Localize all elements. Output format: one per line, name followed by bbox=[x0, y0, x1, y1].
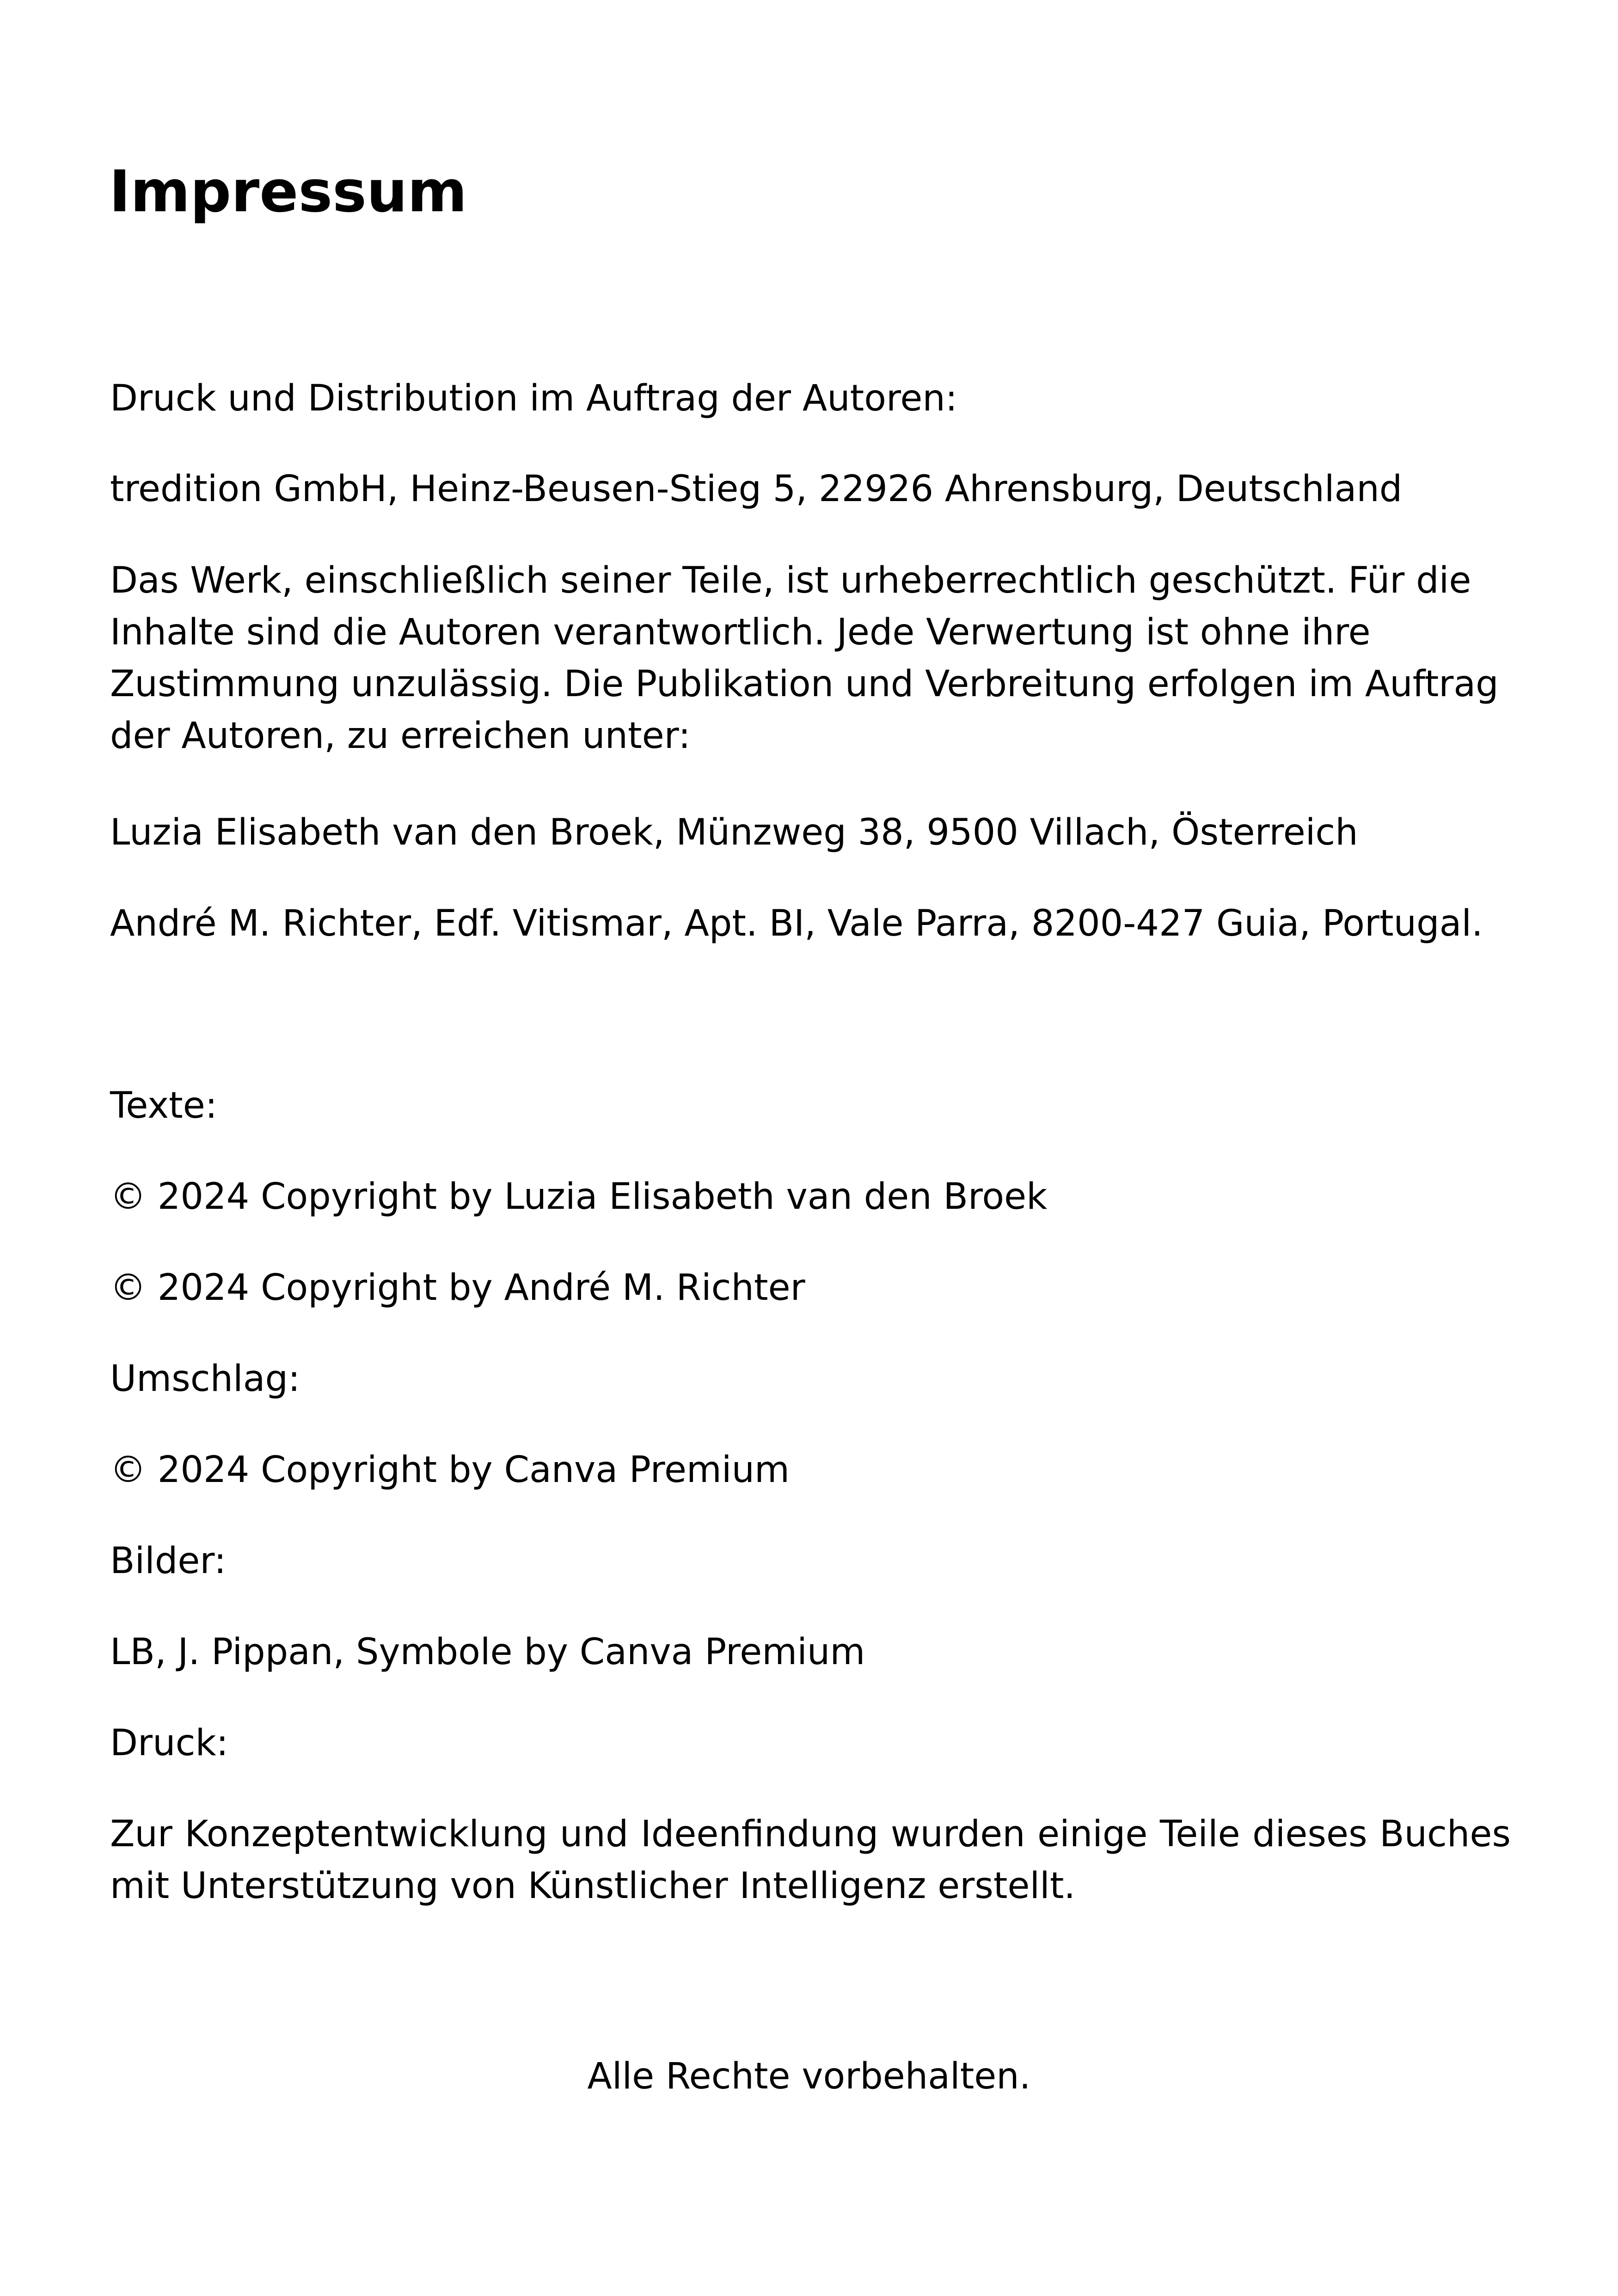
publisher-address: tredition GmbH, Heinz-Beusen-Stieg 5, 22926 Ahrensburg, Deutschland bbox=[110, 468, 1403, 510]
images-label: Bilder: bbox=[110, 1540, 227, 1582]
page-title: Impressum bbox=[109, 159, 467, 225]
print-distribution-label: Druck und Distribution im Auftrag der Autoren: bbox=[110, 378, 958, 419]
author-address-1: Luzia Elisabeth van den Broek, Münzweg 38, 9500 Villach, Österreich bbox=[110, 812, 1358, 853]
cover-copyright: © 2024 Copyright by Canva Premium bbox=[110, 1449, 790, 1491]
texts-copyright-2: © 2024 Copyright by André M. Richter bbox=[110, 1267, 805, 1309]
copyright-notice: Das Werk, einschließlich seiner Teile, ist urheberrechtlich geschützt. Für die Inhalte sind die Autoren verantwortlich. Jede Verwertung ist ohne ihre Zustimmung unzulässig. Die Publikation und Verbreitung erfolgen im Auftrag der Autoren, zu erreichen unter: bbox=[110, 560, 1499, 757]
images-credit: LB, J. Pippan, Symbole by Canva Premium bbox=[110, 1631, 865, 1673]
cover-label: Umschlag: bbox=[110, 1358, 300, 1400]
author-address-2: André M. Richter, Edf. Vitismar, Apt. BI, Vale Parra, 8200-427 Guia, Portugal. bbox=[110, 903, 1483, 944]
ai-notice: Zur Konzeptentwicklung und Ideenfindung wurden einige Teile dieses Buches mit Unterstützung von Künstlicher Intelligenz erstellt. bbox=[110, 1813, 1511, 1907]
texts-label: Texte: bbox=[110, 1085, 218, 1127]
print-section-label: Druck: bbox=[110, 1722, 228, 1764]
texts-copyright-1: © 2024 Copyright by Luzia Elisabeth van den Broek bbox=[110, 1176, 1048, 1218]
rights-reserved: Alle Rechte vorbehalten. bbox=[587, 2056, 1031, 2097]
